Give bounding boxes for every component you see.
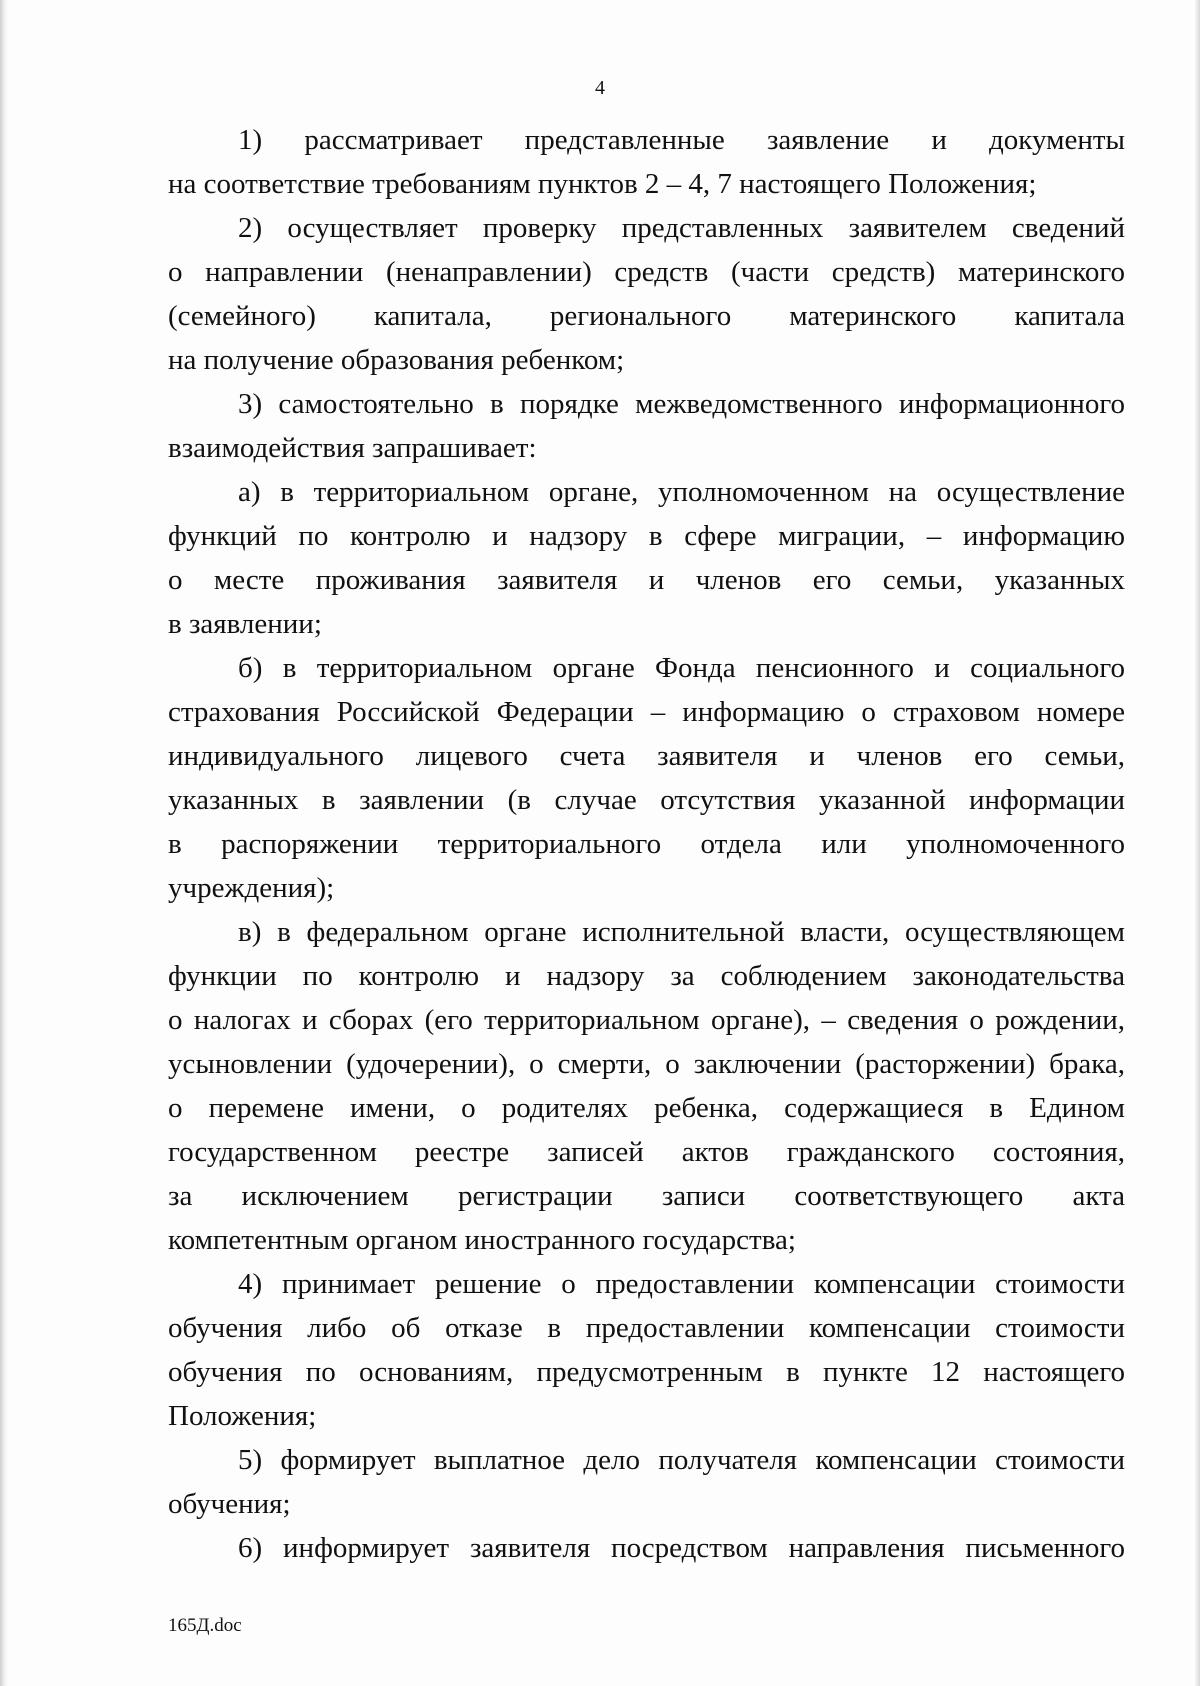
text-line: взаимодействия запрашивает: [168,432,537,464]
text-line: в) в федеральном органе исполнительной власти, осуществляющем [238,916,1125,948]
text-line: Положения; [168,1400,317,1432]
paragraph-3 [168,382,1125,470]
text-line: указанных в заявлении (в случае отсутствия указанной информации [168,784,1125,816]
paragraph-5 [168,1438,1125,1526]
text-line: о месте проживания заявителя и членов его семьи, указанных [168,564,1125,596]
text-line: (семейного) капитала, регионального материнского капитала [168,300,1125,332]
text-line: за исключением регистрации записи соответствующего акта [168,1180,1125,1212]
text-line: усыновлении (удочерении), о смерти, о заключении (расторжении) брака, [168,1048,1125,1080]
text-line: о налогах и сборах (его территориальном органе), – сведения о рождении, [168,1004,1125,1036]
text-line: о направлении (ненаправлении) средств (части средств) материнского [168,256,1125,288]
text-line: в заявлении; [168,608,322,640]
footer-filename: 165Д.doc [168,1615,242,1636]
text-line: государственном реестре записей актов гражданского состояния, [168,1136,1125,1168]
text-line: в распоряжении территориального отдела или уполномоченного [168,828,1125,860]
text-line: 6) информирует заявителя посредством направления письменного [238,1532,1125,1564]
paragraph-3v [168,910,1125,1262]
text-line: обучения; [168,1488,291,1520]
paragraph-3b [168,646,1125,910]
document-body [168,118,1125,1570]
text-line: функции по контролю и надзору за соблюдением законодательства [168,960,1125,992]
text-line: о перемене имени, о родителях ребенка, содержащиеся в Едином [168,1092,1125,1124]
paragraph-2 [168,206,1125,382]
text-line: обучения либо об отказе в предоставлении компенсации стоимости [168,1312,1125,1344]
paragraph-6 [168,1526,1125,1570]
text-line: обучения по основаниям, предусмотренным в пункте 12 настоящего [168,1356,1125,1388]
text-line: 2) осуществляет проверку представленных заявителем сведений [238,212,1125,244]
page-number: 4 [595,77,605,99]
text-line: функций по контролю и надзору в сфере миграции, – информацию [168,520,1125,552]
text-line: индивидуального лицевого счета заявителя и членов его семьи, [168,740,1125,772]
text-line: 1) рассматривает представленные заявление и документы [238,124,1125,156]
text-line: страхования Российской Федерации – информацию о страховом номере [168,696,1125,728]
paragraph-4 [168,1262,1125,1438]
scan-edge-right [1194,0,1200,1686]
text-line: учреждения); [168,872,335,904]
text-line: 5) формирует выплатное дело получателя компенсации стоимости [238,1444,1125,1476]
text-line: на соответствие требованиям пунктов 2 – 4, 7 настоящего Положения; [168,168,1037,200]
text-line: 4) принимает решение о предоставлении компенсации стоимости [238,1268,1125,1300]
text-line: 3) самостоятельно в порядке межведомственного информационного [238,388,1125,420]
text-line: б) в территориальном органе Фонда пенсионного и социального [238,652,1125,684]
text-line: компетентным органом иностранного государства; [168,1224,796,1256]
text-line: а) в территориальном органе, уполномоченном на осуществление [238,476,1125,508]
paragraph-1 [168,118,1125,206]
scan-edge-left [0,0,8,1686]
text-line: на получение образования ребенком; [168,344,625,376]
paragraph-3a [168,470,1125,646]
